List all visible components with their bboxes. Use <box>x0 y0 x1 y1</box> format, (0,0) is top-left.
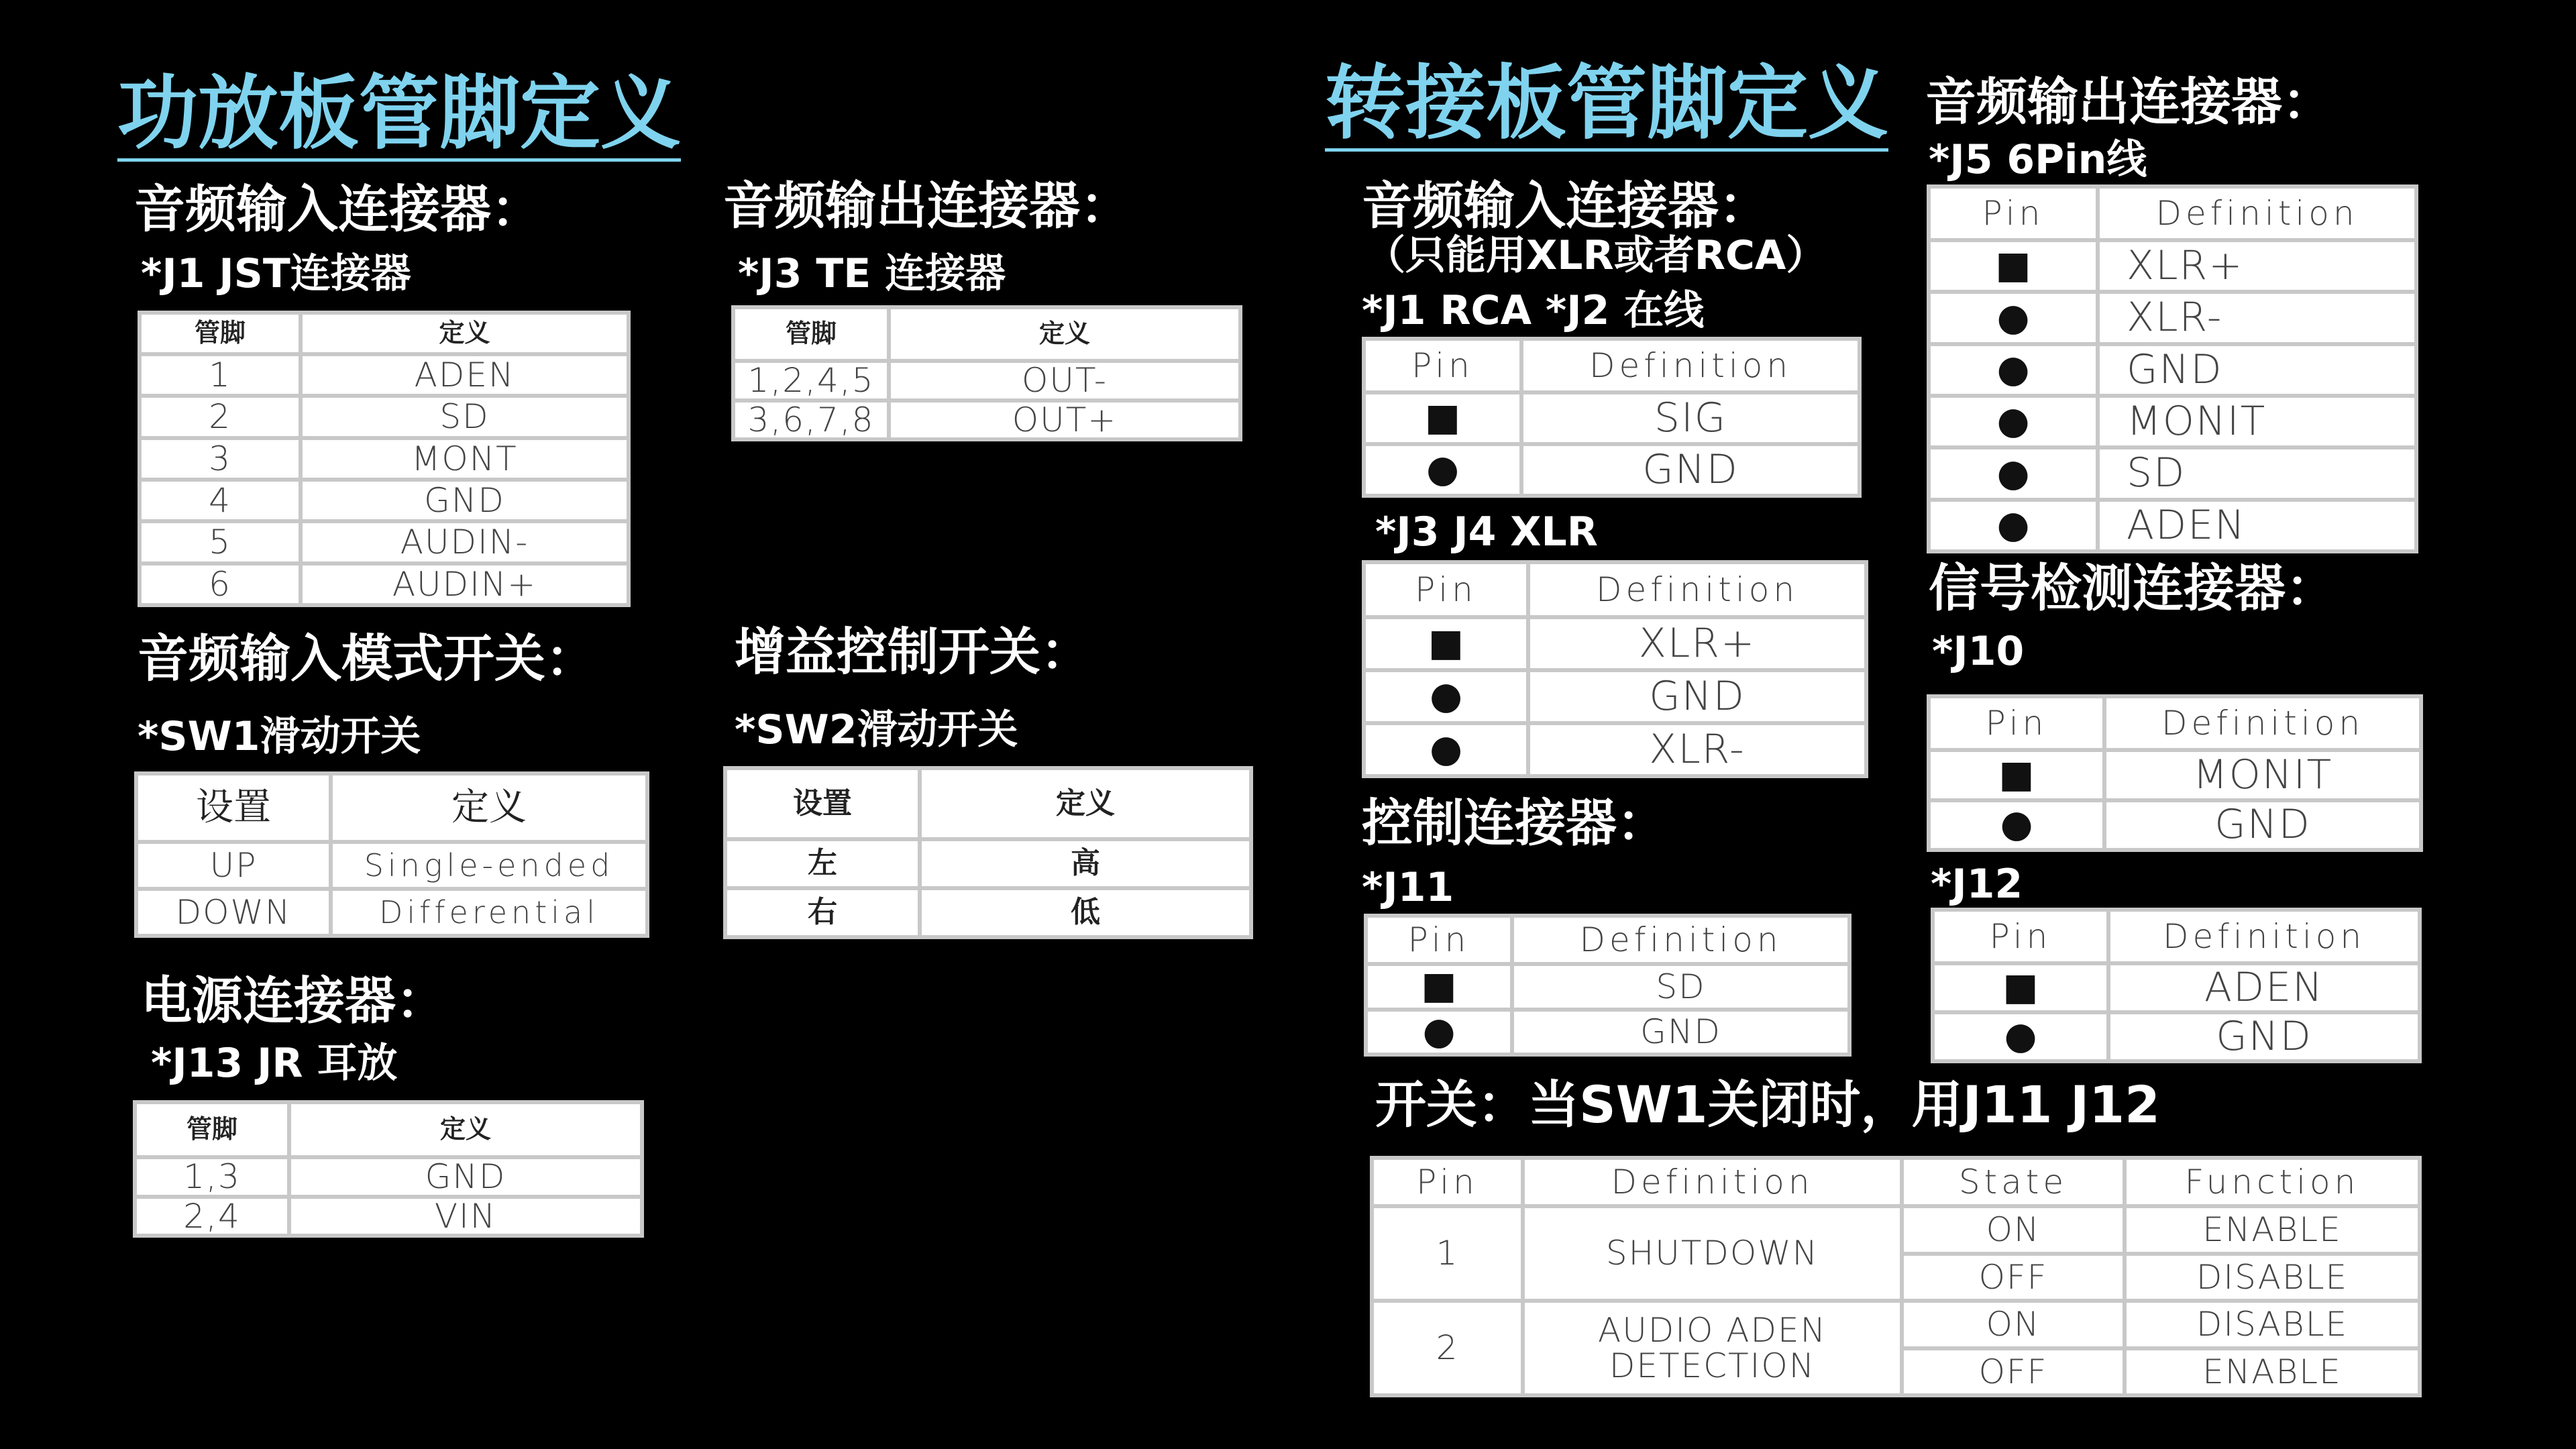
header-cell: Definition <box>1512 916 1849 964</box>
cell: DISABLE <box>2125 1254 2420 1301</box>
left-output-heading: 音频输出连接器： <box>723 176 1131 235</box>
table-header-row <box>1364 339 1860 392</box>
table-row <box>140 564 629 605</box>
cell: ● <box>1364 723 1528 776</box>
cell: ON <box>1902 1206 2125 1254</box>
cell: 1,3 <box>135 1157 289 1197</box>
table-row <box>1929 292 2416 343</box>
table-header-row <box>1933 910 2420 963</box>
cell: ● <box>1364 444 1521 496</box>
cell: ADEN <box>301 354 629 396</box>
table-header-row <box>1372 1158 2420 1206</box>
header-cell: 设置 <box>725 768 920 839</box>
right-output-table <box>1927 184 2418 553</box>
left-gain-sub: *SW2滑动开关 <box>735 706 1018 753</box>
cell: 2 <box>140 396 301 437</box>
cell: ● <box>1933 1012 2108 1061</box>
right-xlr-table <box>1362 560 1868 778</box>
header-cell: Pin <box>1933 910 2108 963</box>
table-row <box>1372 1301 2420 1348</box>
cell: SIG <box>1521 392 1860 444</box>
cell: XLR+ <box>1528 617 1866 670</box>
table-row <box>1929 800 2421 851</box>
cell: ■ <box>1933 963 2108 1012</box>
left-input-sub: *J1 JST连接器 <box>141 250 411 297</box>
table-row <box>136 842 647 889</box>
cell: GND <box>2108 1012 2420 1061</box>
header-cell: Definition <box>2098 186 2416 240</box>
cell: ■ <box>1364 392 1521 444</box>
cell: 4 <box>140 480 301 521</box>
cell: AUDIN- <box>301 521 629 563</box>
header-cell: Pin <box>1364 339 1521 392</box>
table-row <box>140 521 629 563</box>
cell: XLR- <box>2098 292 2416 343</box>
left-title: 功放板管脚定义 <box>117 67 681 160</box>
header-cell: Definition <box>1521 339 1860 392</box>
header-cell: Definition <box>1528 562 1866 617</box>
cell: VIN <box>289 1197 642 1236</box>
table-row <box>140 480 629 521</box>
cell: 右 <box>725 888 920 937</box>
cell: ■ <box>1929 750 2104 800</box>
right-control-sub: *J11 <box>1362 864 1454 911</box>
cell: Single-ended <box>331 842 647 889</box>
cell: XLR- <box>1528 723 1866 776</box>
cell: AUDIO ADEN DETECTION <box>1523 1301 1902 1395</box>
right-output-sub: *J5 6Pin线 <box>1929 136 2147 183</box>
cell: 1,2,4,5 <box>733 361 889 400</box>
table-header-row <box>1929 186 2416 240</box>
cell: MONIT <box>2104 750 2421 800</box>
cell: ● <box>1929 800 2104 851</box>
right-switch-heading: 开关：当SW1关闭时，用J11 J12 <box>1375 1075 2160 1134</box>
cell: ● <box>1929 396 2098 447</box>
header-cell: 定义 <box>889 307 1240 361</box>
cell: SHUTDOWN <box>1523 1206 1902 1301</box>
table-row <box>140 438 629 480</box>
table-header-row <box>140 313 629 354</box>
table-header-row <box>1929 696 2421 750</box>
left-gain-table <box>723 766 1253 939</box>
left-input-heading: 音频输入连接器： <box>134 179 542 239</box>
table-row <box>1364 723 1866 776</box>
header-cell: 管脚 <box>140 313 301 354</box>
header-cell: Function <box>2125 1158 2420 1206</box>
table-row <box>733 400 1240 440</box>
cell: ■ <box>1364 617 1528 670</box>
cell: GND <box>2104 800 2421 851</box>
left-mode-table <box>134 771 649 938</box>
cell: ENABLE <box>2125 1206 2420 1254</box>
header-cell: 管脚 <box>135 1102 289 1157</box>
table-row <box>1933 1012 2420 1061</box>
table-header-row <box>135 1102 642 1157</box>
header-cell: Definition <box>2108 910 2420 963</box>
cell: 高 <box>920 839 1251 888</box>
header-cell: 定义 <box>331 773 647 842</box>
cell: 2,4 <box>135 1197 289 1236</box>
table-row <box>136 889 647 936</box>
cell: OUT+ <box>889 400 1240 440</box>
cell: 5 <box>140 521 301 563</box>
header-cell: 定义 <box>920 768 1251 839</box>
cell: ● <box>1366 1010 1512 1055</box>
right-switch-table <box>1370 1156 2422 1397</box>
left-input-table <box>138 311 631 607</box>
header-cell: State <box>1902 1158 2125 1206</box>
right-input-sub: *J1 RCA *J2 在线 <box>1362 287 1705 334</box>
right-xlr-sub: *J3 J4 XLR <box>1375 508 1598 555</box>
cell: ADEN <box>2098 500 2416 551</box>
table-row <box>1929 344 2416 396</box>
cell: OUT- <box>889 361 1240 400</box>
table-row <box>135 1197 642 1236</box>
cell: 6 <box>140 564 301 605</box>
cell: GND <box>301 480 629 521</box>
left-mode-sub: *SW1滑动开关 <box>138 713 421 760</box>
table-header-row <box>725 768 1251 839</box>
table-row <box>725 888 1251 937</box>
cell: Differential <box>331 889 647 936</box>
cell: DISABLE <box>2125 1301 2420 1348</box>
cell: 3,6,7,8 <box>733 400 889 440</box>
header-cell: Pin <box>1929 186 2098 240</box>
table-row <box>140 396 629 437</box>
cell: XLR+ <box>2098 240 2416 292</box>
cell: GND <box>1528 670 1866 723</box>
header-cell: Pin <box>1366 916 1512 964</box>
cell: ON <box>1902 1301 2125 1348</box>
cell: SD <box>1512 964 1849 1010</box>
left-mode-heading: 音频输入模式开关： <box>138 629 596 688</box>
header-cell: Definition <box>2104 696 2421 750</box>
header-cell: 设置 <box>136 773 331 842</box>
right-detect-heading: 信号检测连接器： <box>1929 558 2337 618</box>
left-power-heading: 电源连接器： <box>141 971 447 1030</box>
right-input-table <box>1362 337 1862 498</box>
header-cell: 管脚 <box>733 307 889 361</box>
table-row <box>1929 750 2421 800</box>
right-output-heading: 音频输出连接器： <box>1925 72 2333 131</box>
cell: 3 <box>140 438 301 480</box>
cell: SD <box>301 396 629 437</box>
right-title: 转接板管脚定义 <box>1325 57 1888 150</box>
header-cell: Pin <box>1372 1158 1523 1206</box>
cell: AUDIN+ <box>301 564 629 605</box>
right-input-note: （只能用XLR或者RCA） <box>1365 232 1827 279</box>
header-cell: Definition <box>1523 1158 1902 1206</box>
cell: GND <box>1521 444 1860 496</box>
cell: ● <box>1929 447 2098 499</box>
cell: ● <box>1364 670 1528 723</box>
table-row <box>725 839 1251 888</box>
right-input-heading: 音频输入连接器： <box>1362 176 1770 235</box>
header-cell: Pin <box>1364 562 1528 617</box>
table-row <box>1364 392 1860 444</box>
cell: ADEN <box>2108 963 2420 1012</box>
header-cell: Pin <box>1929 696 2104 750</box>
table-row <box>733 361 1240 400</box>
cell: GND <box>2098 344 2416 396</box>
left-output-sub: *J3 TE 连接器 <box>738 250 1006 297</box>
cell: ● <box>1929 500 2098 551</box>
right-j12-table <box>1931 908 2422 1063</box>
left-output-table <box>731 305 1242 441</box>
cell: 左 <box>725 839 920 888</box>
table-row <box>1366 964 1849 1010</box>
left-power-sub: *J13 JR 耳放 <box>151 1040 398 1087</box>
left-gain-heading: 增益控制开关： <box>735 622 1091 682</box>
cell: ■ <box>1366 964 1512 1010</box>
cell: ■ <box>1929 240 2098 292</box>
table-row <box>1364 617 1866 670</box>
table-header-row <box>1364 562 1866 617</box>
right-j12-sub: *J12 <box>1931 861 2023 908</box>
table-row <box>1929 500 2416 551</box>
cell: 2 <box>1372 1301 1523 1395</box>
table-header-row <box>1366 916 1849 964</box>
table-row <box>1929 240 2416 292</box>
cell: DOWN <box>136 889 331 936</box>
table-row <box>1933 963 2420 1012</box>
table-row <box>1364 444 1860 496</box>
cell: MONT <box>301 438 629 480</box>
table-row <box>135 1157 642 1197</box>
table-row <box>1364 670 1866 723</box>
header-cell: 定义 <box>289 1102 642 1157</box>
cell: GND <box>289 1157 642 1197</box>
table-row <box>1366 1010 1849 1055</box>
cell: SD <box>2098 447 2416 499</box>
left-power-table <box>133 1100 644 1238</box>
cell: GND <box>1512 1010 1849 1055</box>
cell: UP <box>136 842 331 889</box>
header-cell: 定义 <box>301 313 629 354</box>
table-row <box>1372 1206 2420 1254</box>
cell: 1 <box>1372 1206 1523 1301</box>
table-row <box>1929 447 2416 499</box>
cell: 1 <box>140 354 301 396</box>
right-control-table <box>1364 914 1851 1057</box>
cell: OFF <box>1902 1348 2125 1396</box>
table-row <box>1929 396 2416 447</box>
right-control-heading: 控制连接器： <box>1362 793 1668 853</box>
table-row <box>140 354 629 396</box>
cell: 低 <box>920 888 1251 937</box>
right-detect-table <box>1927 694 2423 852</box>
cell: ENABLE <box>2125 1348 2420 1396</box>
cell: ● <box>1929 344 2098 396</box>
cell: MONIT <box>2098 396 2416 447</box>
cell: ● <box>1929 292 2098 343</box>
table-header-row <box>136 773 647 842</box>
table-header-row <box>733 307 1240 361</box>
right-detect-sub: *J10 <box>1932 628 2025 675</box>
cell: OFF <box>1902 1254 2125 1301</box>
